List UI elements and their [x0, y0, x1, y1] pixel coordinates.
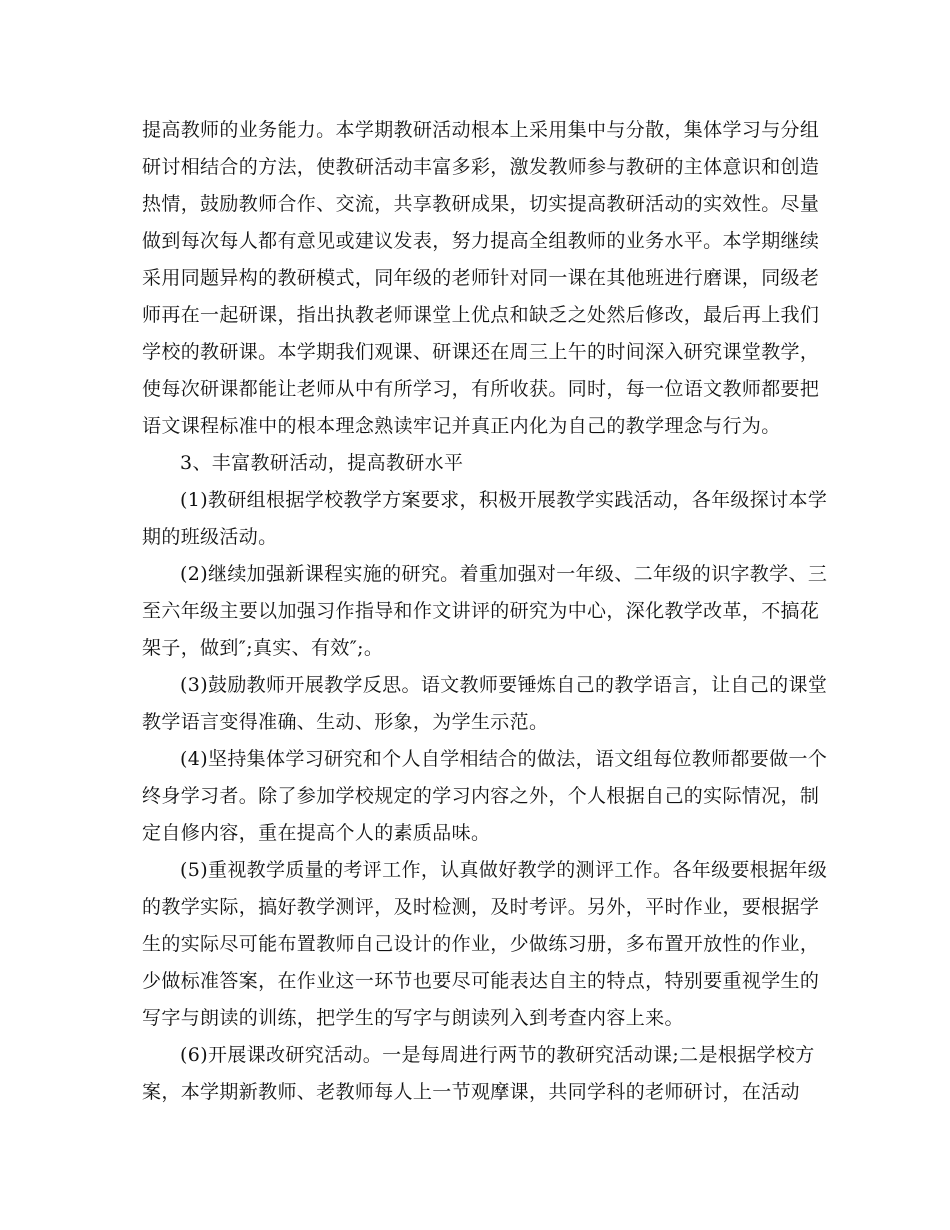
text-line: 使每次研课都能让老师从中有所学习，有所收获。同时，每一位语文教师都要把 — [142, 378, 820, 400]
text-line: 做到每次每人都有意见或建议发表，努力提高全组教师的业务水平。本学期继续 — [142, 230, 820, 252]
text-line: 写字与朗读的训练，把学生的写字与朗读列入到考查内容上来。 — [142, 1007, 684, 1029]
text-line: 期的班级活动。 — [142, 526, 278, 548]
text-line: 少做标准答案，在作业这一环节也要尽可能表达自主的特点，特别要重视学生的 — [142, 970, 820, 992]
text-line: 热情，鼓励教师合作、交流，共享教研成果，切实提高教研活动的实效性。尽量 — [142, 193, 820, 215]
text-line: (3)鼓励教师开展教学反思。语文教师要锤炼自己的教学语言，让自己的课堂 — [180, 674, 828, 696]
text-line: 采用同题异构的教研模式，同年级的老师针对同一课在其他班进行磨课，同级老 — [142, 267, 820, 289]
text-line: (5)重视教学质量的考评工作，认真做好教学的测评工作。各年级要根据年级 — [180, 859, 828, 881]
text-line: 架子，做到″;真实、有效″;。 — [142, 637, 384, 659]
text-line: 至六年级主要以加强习作指导和作文讲评的研究为中心，深化教学改革，不搞花 — [142, 600, 820, 622]
text-line: 学校的教研课。本学期我们观课、研课还在周三上午的时间深入研究课堂教学， — [142, 341, 820, 363]
text-line: 研讨相结合的方法，使教研活动丰富多彩，激发教师参与教研的主体意识和创造 — [142, 156, 820, 178]
text-line: (1)教研组根据学校教学方案要求，积极开展教学实践活动，各年级探讨本学 — [180, 489, 828, 511]
text-line: (2)继续加强新课程实施的研究。着重加强对一年级、二年级的识字教学、三 — [180, 563, 828, 585]
section-heading: 3、丰富教研活动，提高教研水平 — [180, 452, 464, 474]
text-line: 生的实际尽可能布置教师自己设计的作业，少做练习册，多布置开放性的作业， — [142, 933, 820, 955]
text-line: 提高教师的业务能力。本学期教研活动根本上采用集中与分散，集体学习与分组 — [142, 119, 820, 141]
text-line: 的教学实际，搞好教学测评，及时检测，及时考评。另外，平时作业，要根据学 — [142, 896, 820, 918]
text-line: 师再在一起研课，指出执教老师课堂上优点和缺乏之处然后修改，最后再上我们 — [142, 304, 820, 326]
text-line: (4)坚持集体学习研究和个人自学相结合的做法，语文组每位教师都要做一个 — [180, 748, 828, 770]
text-line: 教学语言变得准确、生动、形象，为学生示范。 — [142, 711, 549, 733]
text-line: (6)开展课改研究活动。一是每周进行两节的教研究活动课;二是根据学校方 — [180, 1044, 815, 1066]
text-line: 定自修内容，重在提高个人的素质品味。 — [142, 822, 491, 844]
text-line: 案，本学期新教师、老教师每人上一节观摩课，共同学科的老师研讨，在活动 — [142, 1081, 800, 1103]
text-line: 终身学习者。除了参加学校规定的学习内容之外，个人根据自己的实际情况，制 — [142, 785, 820, 807]
text-line: 语文课程标准中的根本理念熟读牢记并真正内化为自己的教学理念与行为。 — [142, 415, 781, 437]
